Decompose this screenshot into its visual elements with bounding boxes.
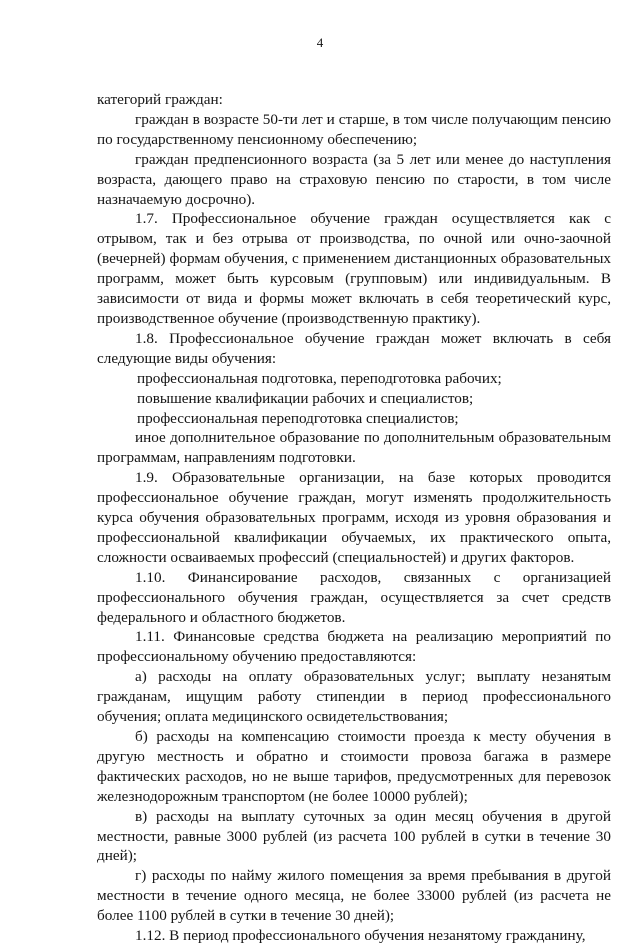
list-item-training-types: профессиональная подготовка, переподготовка рабочих; bbox=[137, 369, 502, 387]
paragraph-expense-g: г) расходы по найму жилого помещения за время пребывания в другой местности в течение одного месяца, не более 33000 рублей (из расчета не более 1100 рублей в сутки в течение 30 дней); bbox=[97, 867, 611, 925]
paragraph-category-pre-pension: граждан предпенсионного возраста (за 5 лет или менее до наступления возраста, дающего право на страховую пенсию по старости, в том числе назначаемую досрочно). bbox=[97, 150, 611, 208]
paragraph-1-12: 1.12. В период профессионального обучения незанятому гражданину, bbox=[135, 927, 586, 945]
list-item-training-types: профессиональная переподготовка специалистов; bbox=[137, 409, 459, 427]
paragraph-category-age-50: граждан в возрасте 50-ти лет и старше, в том числе получающим пенсию по государственному пенсионному обеспечению; bbox=[97, 110, 611, 148]
paragraph-continuation: категорий граждан: bbox=[97, 91, 223, 108]
list-item-training-types: повышение квалификации рабочих и специалистов; bbox=[137, 389, 474, 407]
paragraph-expense-a: а) расходы на оплату образовательных услуг; выплату незанятым гражданам, ищущим работу стипендии в период профессионального обучения; оплата медицинского освидетельствования; bbox=[97, 668, 611, 726]
document-body bbox=[97, 90, 611, 946]
paragraph-1-9: 1.9. Образовательные организации, на базе которых проводится профессиональное обучение граждан, могут изменять продолжительность курса обучения образовательных программ, исходя из уровня образования и профессиональной квалификации обучаемых, их практического опыта, сложности осваиваемых профессий (специальностей) и других факторов. bbox=[97, 469, 611, 566]
list-item-training-types: иное дополнительное образование по дополнительным образовательным программам, направлениям подготовки. bbox=[97, 429, 611, 467]
paragraph-expense-v: в) расходы на выплату суточных за один месяц обучения в другой местности, равные 3000 рублей (из расчета 100 рублей в сутки в течение 30 дней); bbox=[97, 807, 611, 865]
paragraph-1-10: 1.10. Финансирование расходов, связанных с организацией профессионального обучения граждан, осуществляется за счет средств федерального и областного бюджетов. bbox=[97, 568, 611, 626]
page-number: 4 bbox=[316, 35, 324, 50]
paragraph-1-7: 1.7. Профессиональное обучение граждан осуществляется как с отрывом, так и без отрыва от производства, по очной или очно-заочной (вечерней) формам обучения, с применением дистанционных образовательных программ, может быть курсовым (групповым) или индивидуальным. В зависимости от вида и формы может включать в себя теоретический курс, производственное обучение (производственную практику). bbox=[97, 210, 611, 327]
paragraph-1-11: 1.11. Финансовые средства бюджета на реализацию мероприятий по профессиональному обучению предоставляются: bbox=[97, 628, 611, 666]
paragraph-1-8: 1.8. Профессиональное обучение граждан может включать в себя следующие виды обучения: bbox=[97, 329, 611, 367]
paragraph-expense-b: б) расходы на компенсацию стоимости проезда к месту обучения в другую местность и обратно и стоимости провоза багажа в размере фактических расходов, но не выше тарифов, предусмотренных для перевозок железнодорожным транспортом (не более 10000 рублей); bbox=[97, 728, 611, 805]
